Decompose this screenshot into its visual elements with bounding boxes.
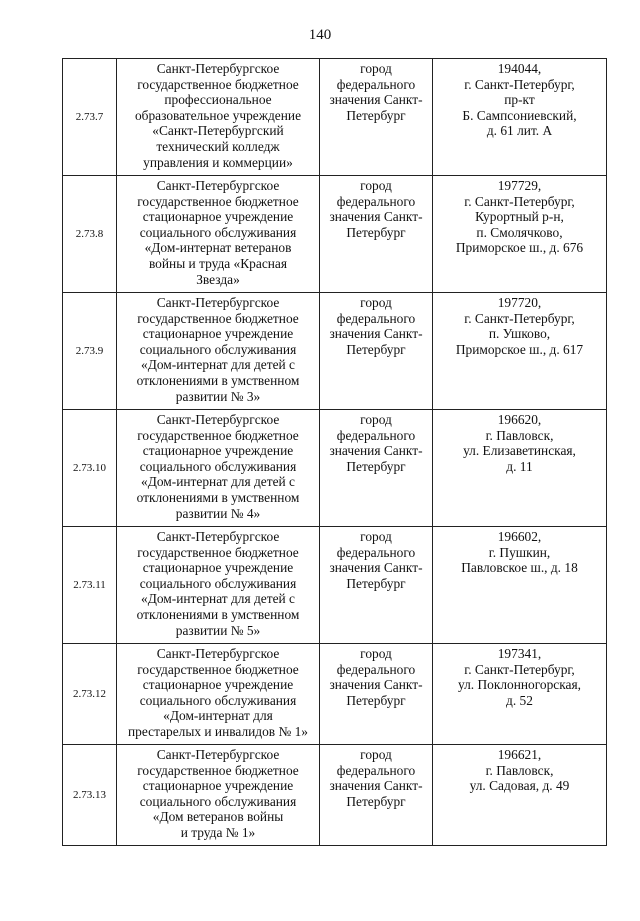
institution-name-line: социального обслуживания [139, 224, 297, 240]
page-number: 140 [308, 27, 332, 43]
city-line: Петербург [346, 224, 406, 240]
address-line: 196621, [497, 747, 542, 762]
institution-name-line: «Дом-интернат для детей с [141, 357, 295, 373]
institution-name-line: Санкт-Петербургское [156, 295, 280, 310]
institution-name-line: войны и труда «Красная [148, 255, 288, 271]
institution-name-line: государственное бюджетное [137, 544, 299, 560]
city-line: федерального [336, 661, 416, 677]
institution-name-line: Санкт-Петербургское [156, 529, 280, 544]
city-line: значения Санкт- [329, 560, 423, 576]
address-cell [433, 293, 607, 410]
city-cell [320, 293, 433, 410]
address-cell [433, 644, 607, 745]
address-line: 194044, [497, 61, 542, 76]
city-line: федерального [336, 310, 416, 326]
address-line: д. 52 [506, 692, 533, 708]
address-line: д. 61 лит. А [486, 123, 553, 139]
city-line: город [360, 412, 392, 427]
institution-name-line: Санкт-Петербургское [156, 646, 280, 661]
institution-name-line: стационарное учреждение [142, 778, 294, 794]
institution-name-line: государственное бюджетное [137, 193, 299, 209]
institution-name-cell [117, 745, 320, 846]
city-line: город [360, 529, 392, 544]
city-cell [320, 176, 433, 293]
address-line: пр-кт [504, 92, 535, 108]
institution-name-line: развитии № 5» [175, 622, 261, 638]
address-line: 196602, [497, 529, 542, 544]
row-number-cell: 2.73.7 [63, 59, 117, 176]
city-line: Петербург [346, 341, 406, 357]
city-line: значения Санкт- [329, 677, 423, 693]
institution-name-line: Санкт-Петербургское [156, 747, 280, 762]
city-line: федерального [336, 762, 416, 778]
city-line: Петербург [346, 793, 406, 809]
address-line: Курортный р-н, [475, 209, 564, 225]
address-line: 197729, [497, 178, 542, 193]
institution-name-line: государственное бюджетное [137, 762, 299, 778]
city-line: город [360, 295, 392, 310]
city-line: федерального [336, 544, 416, 560]
table-row [63, 293, 607, 410]
institution-name-line: управления и коммерции» [143, 154, 293, 170]
city-line: город [360, 61, 392, 76]
table-row [63, 59, 607, 176]
institution-name-line: престарелых и инвалидов № 1» [128, 723, 308, 739]
address-line: ул. Садовая, д. 49 [469, 778, 570, 794]
institution-name-line: стационарное учреждение [142, 443, 294, 459]
table-body [63, 59, 607, 846]
address-line: Приморское ш., д. 617 [455, 341, 584, 357]
table-row [63, 176, 607, 293]
table-row [63, 745, 607, 846]
registry-table [62, 58, 607, 846]
city-line: Петербург [346, 692, 406, 708]
institution-name-line: отклонениями в умственном [136, 372, 300, 388]
city-line: значения Санкт- [329, 443, 423, 459]
address-line: г. Павловск, [485, 427, 554, 443]
table-row [63, 527, 607, 644]
city-line: Петербург [346, 458, 406, 474]
institution-name-line: отклонениями в умственном [136, 606, 300, 622]
address-cell [433, 745, 607, 846]
institution-name-line: «Санкт-Петербургский [152, 123, 284, 139]
institution-name-line: отклонениями в умственном [136, 489, 300, 505]
institution-name-line: развитии № 4» [175, 505, 261, 521]
address-cell [433, 527, 607, 644]
institution-name-line: технический колледж [156, 138, 280, 154]
city-line: город [360, 747, 392, 762]
address-line: Б. Сампсониевский, [462, 107, 577, 123]
address-line: г. Санкт-Петербург, [464, 76, 575, 92]
address-line: г. Санкт-Петербург, [464, 310, 575, 326]
address-line: ул. Поклонногорская, [457, 677, 581, 693]
institution-name-line: «Дом ветеранов войны [152, 809, 284, 825]
city-line: город [360, 646, 392, 661]
institution-name-line: государственное бюджетное [137, 76, 299, 92]
address-line: г. Павловск, [485, 762, 554, 778]
institution-name-line: социального обслуживания [139, 458, 297, 474]
institution-name-line: профессиональное [164, 92, 272, 108]
institution-name-line: Санкт-Петербургское [156, 412, 280, 427]
address-line: ул. Елизаветинская, [463, 443, 576, 459]
row-number-cell: 2.73.12 [63, 644, 117, 745]
institution-name-line: социального обслуживания [139, 341, 297, 357]
institution-name-cell [117, 59, 320, 176]
institution-name-line: государственное бюджетное [137, 661, 299, 677]
institution-name-cell [117, 293, 320, 410]
institution-name-line: стационарное учреждение [142, 326, 294, 342]
institution-name-line: «Дом-интернат для детей с [141, 474, 295, 490]
city-cell [320, 745, 433, 846]
address-line: г. Санкт-Петербург, [464, 661, 575, 677]
address-line: г. Пушкин, [488, 544, 551, 560]
institution-name-line: Санкт-Петербургское [156, 61, 280, 76]
city-line: федерального [336, 76, 416, 92]
address-cell [433, 410, 607, 527]
address-cell [433, 59, 607, 176]
address-line: 197720, [497, 295, 542, 310]
row-number-cell: 2.73.9 [63, 293, 117, 410]
city-line: Петербург [346, 107, 406, 123]
city-line: значения Санкт- [329, 209, 423, 225]
city-line: значения Санкт- [329, 326, 423, 342]
city-line: федерального [336, 427, 416, 443]
row-number-cell: 2.73.10 [63, 410, 117, 527]
address-line: г. Санкт-Петербург, [464, 193, 575, 209]
institution-name-line: государственное бюджетное [137, 427, 299, 443]
address-line: д. 11 [506, 458, 533, 474]
row-number-cell: 2.73.11 [63, 527, 117, 644]
institution-name-line: и труда № 1» [180, 824, 256, 840]
institution-name-line: Санкт-Петербургское [156, 178, 280, 193]
institution-name-line: социального обслуживания [139, 575, 297, 591]
city-line: Петербург [346, 575, 406, 591]
institution-name-line: государственное бюджетное [137, 310, 299, 326]
row-number-cell: 2.73.8 [63, 176, 117, 293]
institution-name-line: стационарное учреждение [142, 677, 294, 693]
institution-name-cell [117, 527, 320, 644]
institution-name-line: социального обслуживания [139, 793, 297, 809]
institution-name-line: Звезда» [196, 271, 240, 287]
address-line: п. Смолячково, [476, 224, 563, 240]
city-line: значения Санкт- [329, 778, 423, 794]
city-line: федерального [336, 193, 416, 209]
institution-name-line: «Дом-интернат ветеранов [144, 240, 292, 256]
institution-name-line: «Дом-интернат для детей с [141, 591, 295, 607]
address-line: Павловское ш., д. 18 [461, 560, 578, 576]
row-number-cell: 2.73.13 [63, 745, 117, 846]
address-line: 196620, [497, 412, 542, 427]
city-line: значения Санкт- [329, 92, 423, 108]
city-cell [320, 644, 433, 745]
table-row [63, 644, 607, 745]
institution-name-cell [117, 644, 320, 745]
address-line: Приморское ш., д. 676 [455, 240, 584, 256]
institution-name-line: образовательное учреждение [134, 107, 302, 123]
city-line: город [360, 178, 392, 193]
address-line: 197341, [497, 646, 542, 661]
city-cell [320, 410, 433, 527]
institution-name-line: развитии № 3» [175, 388, 261, 404]
table-row [63, 410, 607, 527]
institution-name-line: стационарное учреждение [142, 560, 294, 576]
institution-name-cell [117, 410, 320, 527]
institution-name-line: «Дом-интернат для [163, 708, 273, 724]
city-cell [320, 527, 433, 644]
address-line: п. Ушково, [488, 326, 551, 342]
city-cell [320, 59, 433, 176]
institution-name-line: социального обслуживания [139, 692, 297, 708]
address-cell [433, 176, 607, 293]
institution-name-line: стационарное учреждение [142, 209, 294, 225]
institution-name-cell [117, 176, 320, 293]
